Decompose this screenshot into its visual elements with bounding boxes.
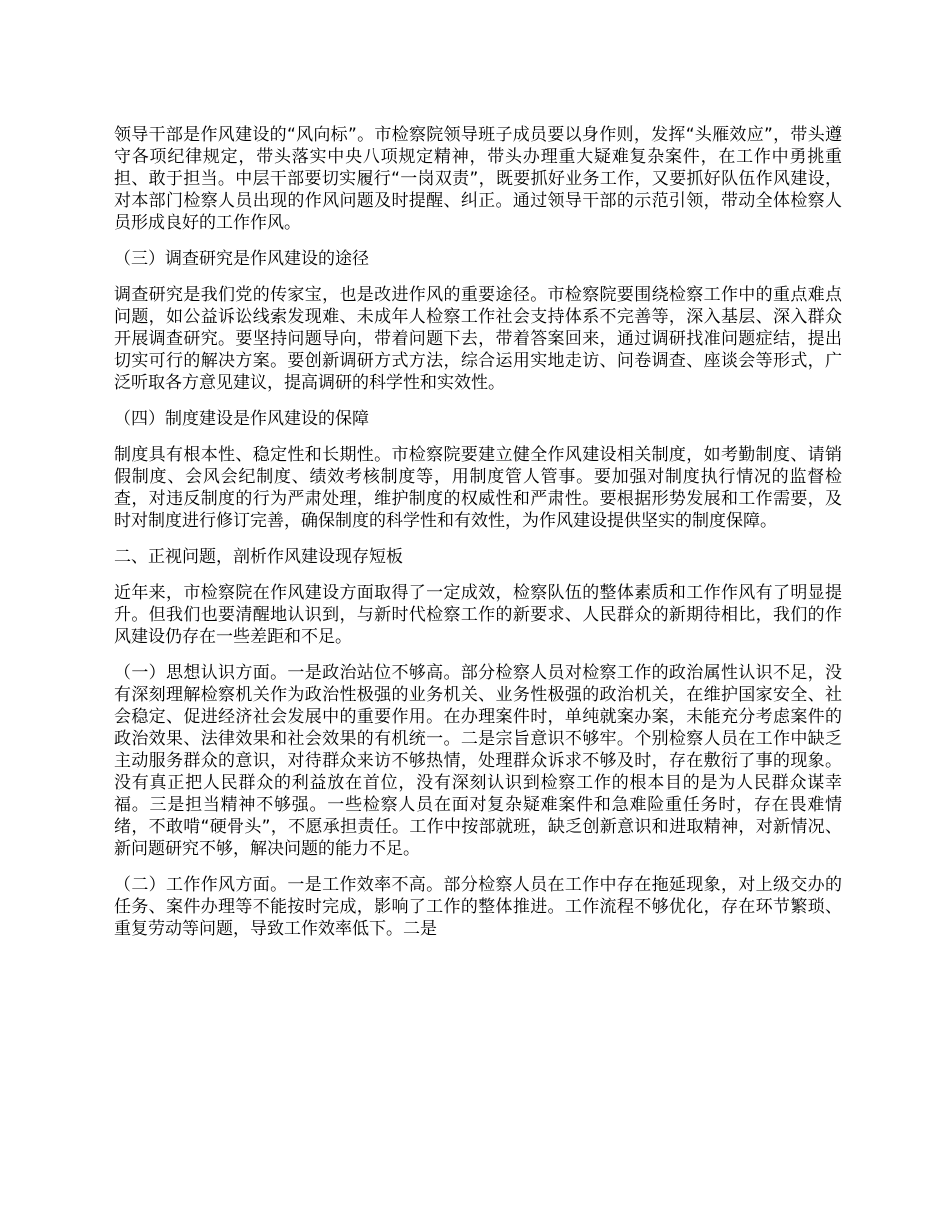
document-page <box>114 124 842 954</box>
body-paragraph: 领导干部是作风建设的“风向标”。市检察院领导班子成员要以身作则，发挥“头雁效应”，带头遵守各项纪律规定，带头落实中央八项规定精神，带头办理重大疑难复杂案件，在工作中勇挑重担、敢于担当。中层干部要切实履行“一岗双责”，既要抓好业务工作，又要抓好队伍作风建设，对本部门检察人员出现的作风问题及时提醒、纠正。通过领导干部的示范引领，带动全体检察人员形成良好的工作作风。 <box>114 125 842 233</box>
body-paragraph: （一）思想认识方面。一是政治站位不够高。部分检察人员对检察工作的政治属性认识不足，没有深刻理解检察机关作为政治性极强的业务机关、业务性极强的政治机关，在维护国家安全、社会稳定、促进经济社会发展中的重要作用。在办理案件时，单纯就案办案，未能充分考虑案件的政治效果、法律效果和社会效果的有机统一。二是宗旨意识不够牢。个别检察人员在工作中缺乏主动服务群众的意识，对待群众来访不够热情，处理群众诉求不够及时，存在敷衍了事的现象。没有真正把人民群众的利益放在首位，没有深刻认识到检察工作的根本目的是为人民群众谋幸福。三是担当精神不够强。一些检察人员在面对复杂疑难案件和急难险重任务时，存在畏难情绪，不敢啃“硬骨头”，不愿承担责任。工作中按部就班，缺乏创新意识和进取精神，对新情况、新问题研究不够，解决问题的能力不足。 <box>114 663 842 859</box>
body-paragraph: 调查研究是我们党的传家宝，也是改进作风的重要途径。市检察院要围绕检察工作中的重点难点问题，如公益诉讼线索发现难、未成年人检察工作社会支持体系不完善等，深入基层、深入群众开展调查研究。要坚持问题导向，带着问题下去，带着答案回来，通过调研找准问题症结，提出切实可行的解决方案。要创新调研方式方法，综合运用实地走访、问卷调查、座谈会等形式，广泛听取各方意见建议，提高调研的科学性和实效性。 <box>114 285 842 393</box>
body-paragraph: （二）工作作风方面。一是工作效率不高。部分检察人员在工作中存在拖延现象，对上级交办的任务、案件办理等不能按时完成，影响了工作的整体推进。工作流程不够优化，存在环节繁琐、重复劳动等问题，导致工作效率低下。二是 <box>114 875 842 939</box>
body-paragraph: 近年来，市检察院在作风建设方面取得了一定成效，检察队伍的整体素质和工作作风有了明显提升。但我们也要清醒地认识到，与新时代检察工作的新要求、人民群众的新期待相比，我们的作风建设仍存在一些差距和不足。 <box>114 583 842 647</box>
section-heading: （四）制度建设是作风建设的保障 <box>114 409 369 429</box>
section-heading: （三）调查研究是作风建设的途径 <box>114 249 369 269</box>
body-paragraph: 制度具有根本性、稳定性和长期性。市检察院要建立健全作风建设相关制度，如考勤制度、请销假制度、会风会纪制度、绩效考核制度等，用制度管人管事。要加强对制度执行情况的监督检查，对违反制度的行为严肃处理，维护制度的权威性和严肃性。要根据形势发展和工作需要，及时对制度进行修订完善，确保制度的科学性和有效性，为作风建设提供坚实的制度保障。 <box>114 445 842 531</box>
section-heading: 二、正视问题，剖析作风建设现存短板 <box>114 547 403 567</box>
